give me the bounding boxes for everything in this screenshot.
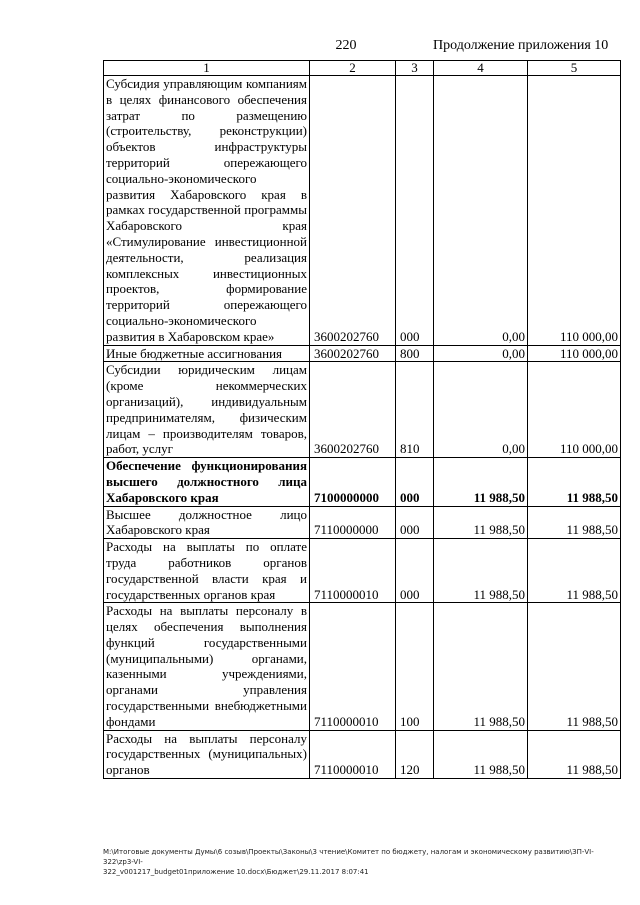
row-value1-cell: 0,00 xyxy=(434,362,528,458)
column-header: 2 xyxy=(310,61,396,76)
row-vr-cell: 100 xyxy=(396,603,434,730)
row-value2-cell: 110 000,00 xyxy=(528,362,621,458)
row-vr-cell: 800 xyxy=(396,345,434,362)
row-code-cell: 3600202760 xyxy=(310,362,396,458)
column-header: 4 xyxy=(434,61,528,76)
row-value1-cell: 11 988,50 xyxy=(434,506,528,539)
row-value2-cell: 11 988,50 xyxy=(528,458,621,506)
budget-table xyxy=(103,60,621,779)
row-code-cell: 7100000000 xyxy=(310,458,396,506)
table-row xyxy=(104,730,621,778)
row-name-cell: Расходы на выплаты персоналу государственных (муниципальных) органов xyxy=(104,730,310,778)
row-name-cell: Высшее должностное лицо Хабаровского края xyxy=(104,506,310,539)
row-code-cell: 3600202760 xyxy=(310,345,396,362)
table-row xyxy=(104,76,621,346)
row-code-cell: 7110000000 xyxy=(310,506,396,539)
row-value2-cell: 110 000,00 xyxy=(528,345,621,362)
row-value1-cell: 0,00 xyxy=(434,345,528,362)
row-vr-cell: 810 xyxy=(396,362,434,458)
row-value2-cell: 11 988,50 xyxy=(528,506,621,539)
row-value2-cell: 110 000,00 xyxy=(528,76,621,346)
row-name-cell: Субсидия управляющим компаниям в целях финансового обеспечения затрат по размещению (строительству, реконструкции) объектов инфраструктуры территорий опережающего социально-экономического развития Хабаровского края в рамках государственной программы Хабаровского края «Стимулирование инвестиционной деятельности, реализация комплексных инвестиционных проектов, формирование территорий опережающего социально-экономического развития в Хабаровском крае» xyxy=(104,76,310,346)
row-value2-cell: 11 988,50 xyxy=(528,539,621,603)
row-value1-cell: 11 988,50 xyxy=(434,539,528,603)
row-name-cell: Расходы на выплаты персоналу в целях обеспечения выполнения функций государственными (муниципальными) органами, казенными учреждениями, органами управления государственными внебюджетными фондами xyxy=(104,603,310,730)
row-code-cell: 7110000010 xyxy=(310,730,396,778)
row-code-cell: 3600202760 xyxy=(310,76,396,346)
row-vr-cell: 000 xyxy=(396,76,434,346)
row-name-cell: Расходы на выплаты по оплате труда работников органов государственной власти края и государственных органов края xyxy=(104,539,310,603)
row-vr-cell: 000 xyxy=(396,539,434,603)
row-value1-cell: 11 988,50 xyxy=(434,730,528,778)
row-value1-cell: 0,00 xyxy=(434,76,528,346)
footer-path-line: 322_v001217_budget01приложение 10.docx\Бюджет\29.11.2017 8:07:41 xyxy=(103,868,369,876)
row-vr-cell: 000 xyxy=(396,506,434,539)
table-row xyxy=(104,539,621,603)
row-vr-cell: 120 xyxy=(396,730,434,778)
table-row xyxy=(104,603,621,730)
row-value1-cell: 11 988,50 xyxy=(434,458,528,506)
row-code-cell: 7110000010 xyxy=(310,539,396,603)
file-path-footer xyxy=(103,847,620,877)
row-code-cell: 7110000010 xyxy=(310,603,396,730)
row-name-cell: Иные бюджетные ассигнования xyxy=(104,345,310,362)
column-header: 1 xyxy=(104,61,310,76)
table-header-row xyxy=(104,61,621,76)
row-value2-cell: 11 988,50 xyxy=(528,603,621,730)
page-number: 220 xyxy=(335,38,357,53)
row-value2-cell: 11 988,50 xyxy=(528,730,621,778)
row-vr-cell: 000 xyxy=(396,458,434,506)
row-name-cell: Субсидии юридическим лицам (кроме некоммерческих организаций), индивидуальным предпринимателям, физическим лицам – производителям товаров, работ, услуг xyxy=(104,362,310,458)
table-row xyxy=(104,362,621,458)
column-header: 3 xyxy=(396,61,434,76)
column-header: 5 xyxy=(528,61,621,76)
table-row xyxy=(104,506,621,539)
footer-path-line: M:\Итоговые документы Думы\6 созыв\Проекты\Законы\3 чтение\Комитет по бюджету, налогам и экономическому развитию\ЗП-VI-322\zp3-VI- xyxy=(103,848,594,866)
table-row xyxy=(104,458,621,506)
row-name-cell: Обеспечение функционирования высшего должностного лица Хабаровского края xyxy=(104,458,310,506)
row-value1-cell: 11 988,50 xyxy=(434,603,528,730)
table-row xyxy=(104,345,621,362)
continuation-label: Продолжение приложения 10 xyxy=(433,38,609,53)
